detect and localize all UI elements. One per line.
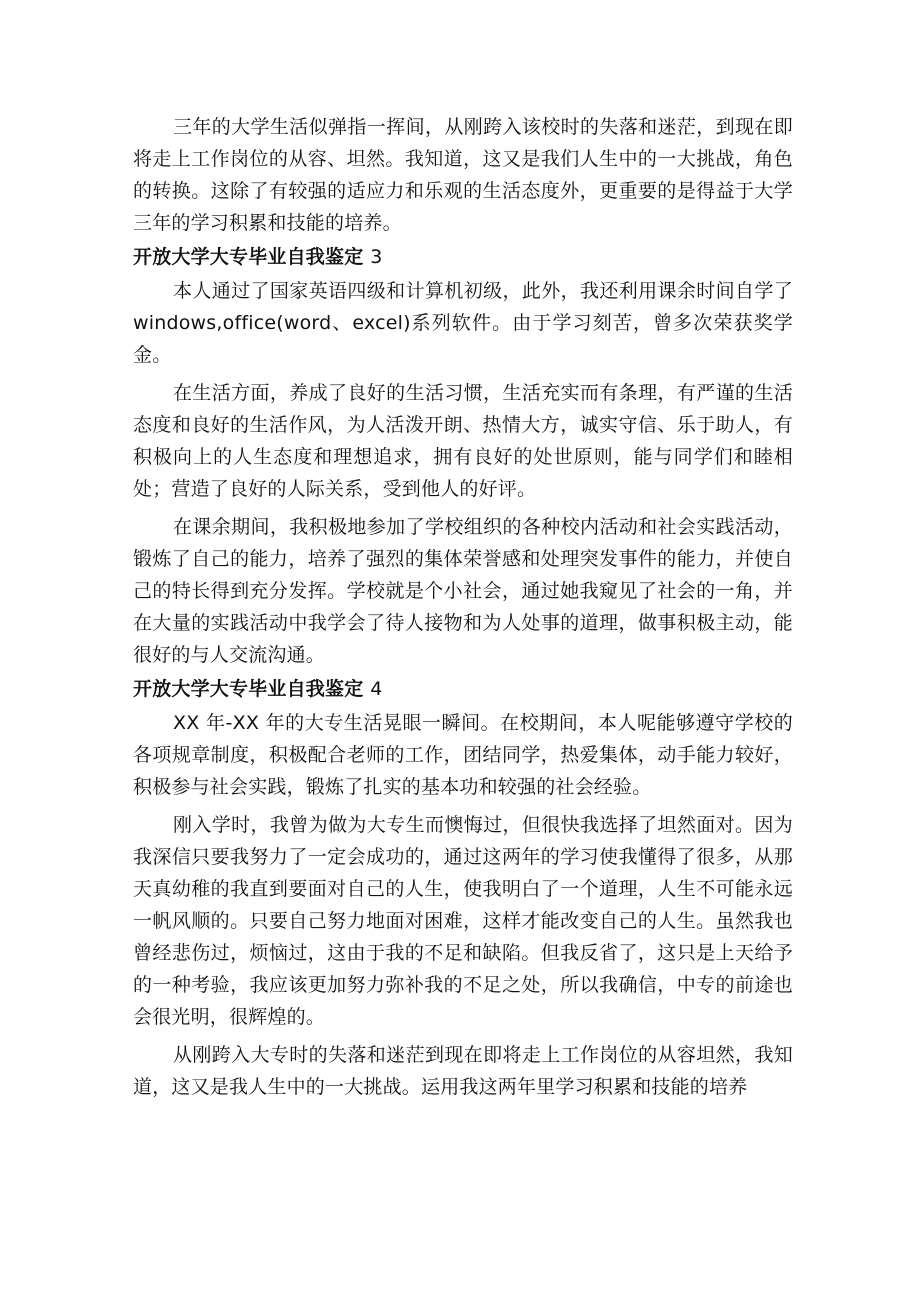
body-paragraph: 在生活方面，养成了良好的生活习惯，生活充实而有条理，有严谨的生活态度和良好的生活作风，为人活泼开朗、热情大方，诚实守信、乐于助人，有积极向上的人生态度和理想追求，拥有良好的处世原则，能与同学们和睦相处；营造了良好的人际关系，受到他人的好评。 xyxy=(133,382,793,500)
body-paragraph: 在课余期间，我积极地参加了学校组织的各种校内活动和社会实践活动，锻炼了自己的能力，培养了强烈的集体荣誉感和处理突发事件的能力，并使自己的特长得到充分发挥。学校就是个小社会，通过她我窥见了社会的一角，并在大量的实践活动中我学会了待人接物和为人处事的道理，做事积极主动，能很好的与人交流沟通。 xyxy=(133,516,793,666)
body-paragraph: XX 年-XX 年的大专生活晃眼一瞬间。在校期间，本人呢能够遵守学校的各项规章制度，积极配合老师的工作，团结同学，热爱集体，动手能力较好，积极参与社会实践，锻炼了扎实的基本功和较强的社会经验。 xyxy=(133,712,793,798)
section-heading xyxy=(133,673,793,705)
body-paragraph: 本人通过了国家英语四级和计算机初级，此外，我还利用课余时间自学了 windows,office(word、excel)系列软件。由于学习刻苦，曾多次荣获奖学金。 xyxy=(133,280,793,366)
body-paragraph: 三年的大学生活似弹指一挥间，从刚跨入该校时的失落和迷茫，到现在即将走上工作岗位的从容、坦然。我知道，这又是我们人生中的一大挑战，角色的转换。这除了有较强的适应力和乐观的生活态度外，更重要的是得益于大学三年的学习积累和技能的培养。 xyxy=(133,116,793,234)
section-heading-text: 开放大学大专毕业自我鉴定 xyxy=(133,246,364,268)
body-paragraph: 从刚跨入大专时的失落和迷茫到现在即将走上工作岗位的从容坦然，我知道，这又是我人生中的一大挑战。运用我这两年里学习积累和技能的培养 xyxy=(133,1044,793,1098)
section-heading-number: 4 xyxy=(370,678,383,700)
body-paragraph: 刚入学时，我曾为做为大专生而懊悔过，但很快我选择了坦然面对。因为我深信只要我努力了一定会成功的，通过这两年的学习使我懂得了很多，从那天真幼稚的我直到要面对自己的人生，使我明白了一个道理，人生不可能永远一帆风顺的。只要自己努力地面对困难，这样才能改变自己的人生。虽然我也曾经悲伤过，烦恼过，这由于我的不足和缺陷。但我反省了，这只是上天给予的一种考验，我应该更加努力弥补我的不足之处，所以我确信，中专的前途也会很光明，很辉煌的。 xyxy=(133,814,793,1028)
section-heading-number: 3 xyxy=(370,246,383,268)
section-heading-text: 开放大学大专毕业自我鉴定 xyxy=(133,678,364,700)
document-page xyxy=(133,111,793,1103)
section-heading xyxy=(133,241,793,273)
